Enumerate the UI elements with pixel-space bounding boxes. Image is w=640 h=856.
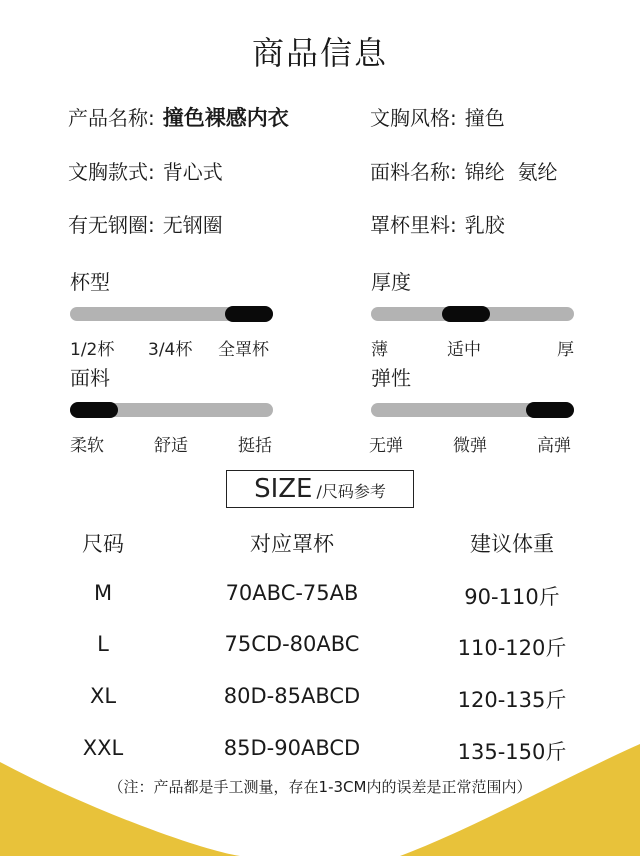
gauge-elasticity (369, 362, 574, 456)
gauge-track (70, 403, 273, 417)
size-heading (226, 470, 414, 508)
measurement-note: （注：产品都是手工测量，存在1-3CM内的误差是正常范围内） (108, 778, 532, 796)
gauge-ticks (369, 431, 574, 456)
table-header: 尺码 (82, 532, 124, 556)
attr-value: 背心式 (162, 160, 223, 184)
table-cell: 110-120斤 (457, 636, 567, 660)
attr-label: 有无钢圈: (68, 213, 155, 237)
gauge-tick: 全罩杯 (218, 340, 269, 360)
page-title: 商品信息 (251, 34, 388, 72)
gauge-tick: 厚 (557, 340, 574, 360)
gauge-tick: 1/2杯 (70, 340, 115, 360)
gauge-knob (70, 402, 118, 418)
gauge-thickness (371, 266, 574, 360)
attr-value: 锦纶 氨纶 (464, 160, 558, 184)
gauge-fabric (70, 362, 273, 456)
table-cell: 85D-90ABCD (223, 736, 361, 760)
table-cell: 135-150斤 (457, 740, 567, 764)
gauge-knob (442, 306, 490, 322)
gauge-label: 厚度 (371, 270, 411, 294)
gauge-label: 杯型 (70, 270, 110, 294)
gauge-tick: 无弹 (369, 436, 403, 456)
gauge-knob (225, 306, 273, 322)
gauge-track (371, 307, 574, 321)
attr-value: 乳胶 (464, 213, 505, 237)
gauge-ticks (371, 335, 574, 360)
attr-underwire (68, 209, 223, 238)
attr-bra-style (370, 102, 505, 131)
size-title: SIZE (254, 474, 313, 504)
table-cell: 70ABC-75AB (225, 581, 359, 605)
table-cell: M (93, 581, 113, 605)
gauge-knob (526, 402, 574, 418)
gauge-ticks (70, 431, 273, 456)
gauge-tick: 3/4杯 (148, 340, 193, 360)
table-header: 对应罩杯 (250, 532, 334, 556)
gauge-tick: 微弹 (453, 436, 487, 456)
table-header: 建议体重 (470, 532, 554, 556)
gauge-ticks (70, 335, 273, 360)
gauge-tick: 高弹 (537, 436, 571, 456)
attr-value: 无钢圈 (162, 213, 223, 237)
table-cell: XXL (82, 736, 124, 760)
attr-label: 面料名称: (370, 160, 457, 184)
attr-label: 罩杯里料: (370, 213, 457, 237)
gauge-track (70, 307, 273, 321)
table-cell: XL (89, 684, 117, 708)
gauge-tick: 挺括 (238, 436, 272, 456)
size-subtitle: /尺码参考 (316, 482, 386, 501)
gauge-tick: 柔软 (70, 436, 104, 456)
attr-label: 文胸款式: (68, 160, 155, 184)
gauge-cup-type (70, 266, 273, 360)
attr-label: 文胸风格: (370, 106, 457, 130)
gauge-tick: 薄 (371, 340, 388, 360)
attr-product-name (68, 102, 289, 132)
table-cell: 90-110斤 (464, 585, 560, 609)
gauge-label: 弹性 (371, 366, 411, 390)
attr-value: 撞色 (464, 106, 505, 130)
attr-cup-lining (370, 209, 505, 238)
attr-fabric-name (370, 156, 557, 185)
wave-fill (400, 744, 640, 856)
table-cell: L (97, 632, 109, 656)
attr-label: 产品名称: (68, 106, 155, 130)
gauge-tick: 适中 (447, 340, 481, 360)
gauge-track (371, 403, 574, 417)
table-cell: 80D-85ABCD (223, 684, 361, 708)
table-cell: 75CD-80ABC (224, 632, 360, 656)
attr-bra-type (68, 156, 223, 185)
gauge-tick: 舒适 (154, 436, 188, 456)
table-cell: 120-135斤 (457, 688, 567, 712)
attr-value: 撞色裸感内衣 (162, 106, 289, 130)
gauge-label: 面料 (70, 366, 110, 390)
